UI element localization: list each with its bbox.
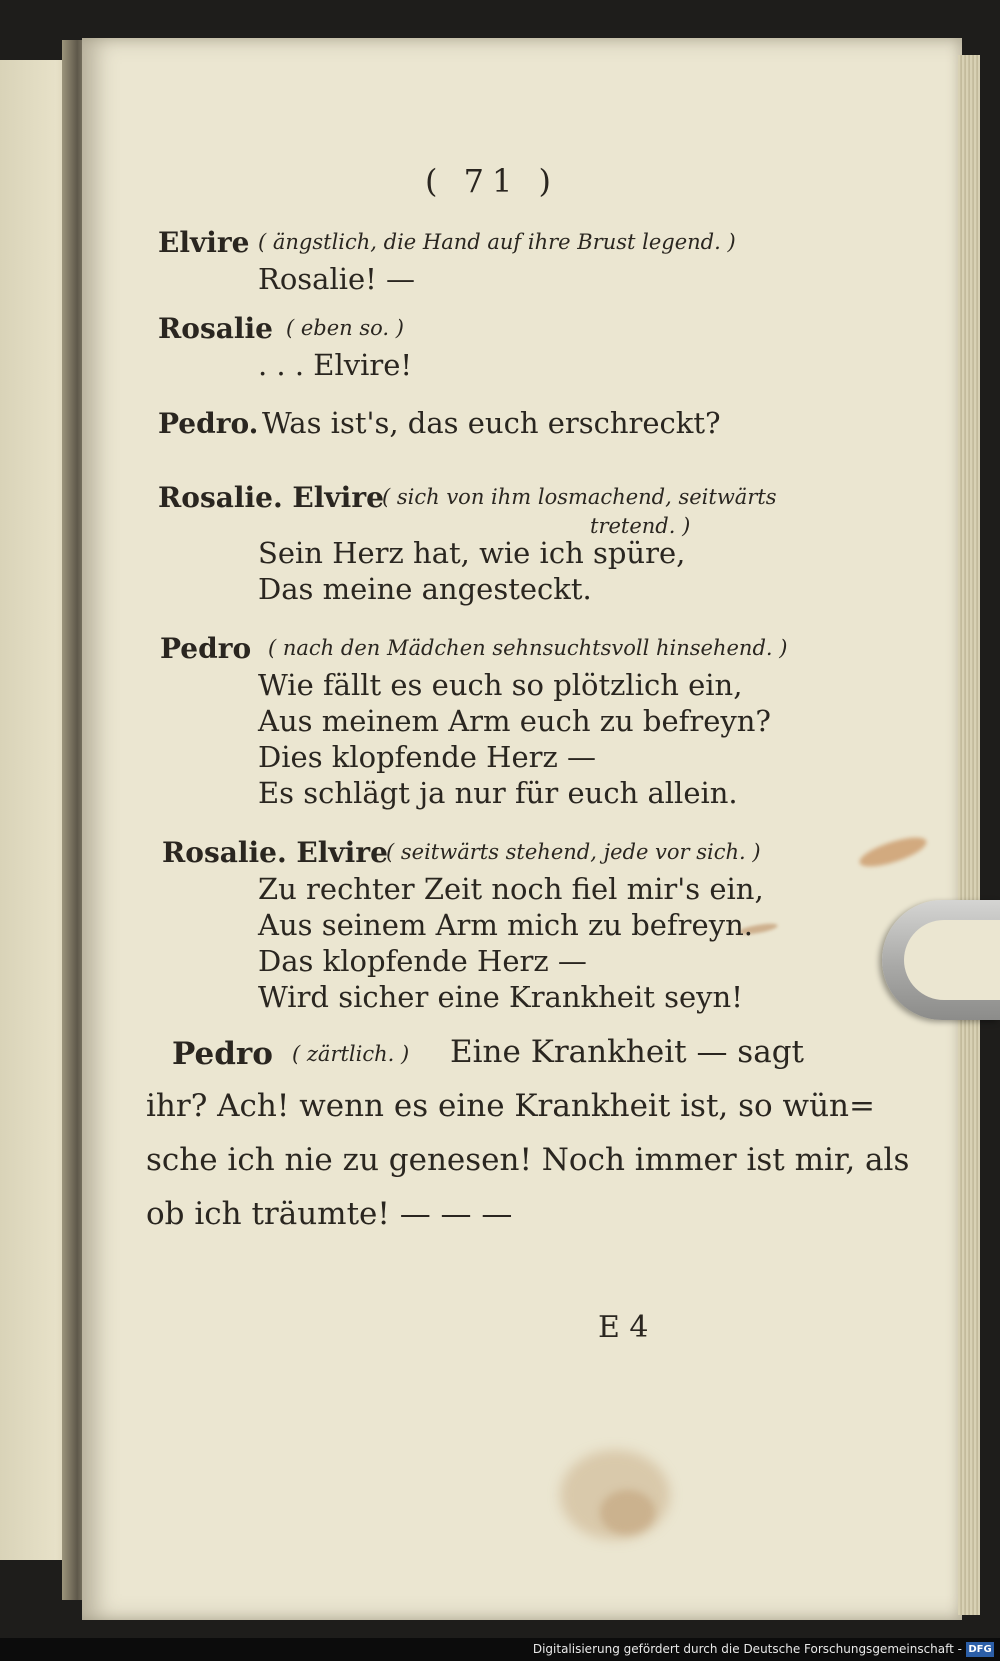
verse-line: Es schlägt ja nur für euch allein. [258,776,738,810]
speaker-name: Rosalie. Elvire [162,836,388,869]
stage-direction: ( seitwärts stehend, jede vor sich. ) [386,840,761,864]
verse-line: Zu rechter Zeit noch fiel mir's ein, [258,872,764,906]
verse-line: . . . Elvire! [258,348,413,382]
stage-direction: ( nach den Mädchen sehnsuchtsvoll hinsehend. ) [268,636,788,660]
stain [600,1490,655,1535]
verse-line: Wie fällt es euch so plötzlich ein, [258,668,743,702]
verse-line: Was ist's, das euch erschreckt? [262,406,721,440]
speaker-name: Rosalie [158,312,273,345]
verse-line: Sein Herz hat, wie ich spüre, [258,536,686,570]
page-number: ( 71 ) [425,162,560,200]
stage-direction: ( zärtlich. ) [292,1042,410,1066]
speaker-name: Rosalie. Elvire [158,481,384,514]
book-page [82,38,962,1620]
footer-text: Digitalisierung gefördert durch die Deutsche Forschungsgemeinschaft - [532,1642,962,1656]
prose-line: sche ich nie zu genesen! Noch immer ist mir, als [146,1142,910,1178]
speaker-name: Pedro [160,632,252,665]
stage-direction: ( eben so. ) [286,316,404,340]
speaker-name: Pedro [172,1036,273,1072]
digitization-footer [0,1638,1000,1661]
prose-line: ihr? Ach! wenn es eine Krankheit ist, so wün= [146,1088,875,1124]
stage-direction-continued: tretend. ) [590,514,691,538]
page-block-edge [958,55,980,1615]
stage-direction: ( ängstlich, die Hand auf ihre Brust legend. ) [258,230,736,254]
dfg-logo-icon: DFG [966,1642,994,1657]
stage-direction: ( sich von ihm losmachend, seitwärts [382,485,777,509]
speaker-name: Pedro. [158,407,259,440]
speaker-name: Elvire [158,226,250,259]
verse-line: Aus seinem Arm mich zu befreyn. [258,908,753,942]
verse-line: Das klopfende Herz — [258,944,587,978]
verse-line: Aus meinem Arm euch zu befreyn? [258,704,771,738]
verse-line: Wird sicher eine Krankheit seyn! [258,980,743,1014]
signature-mark: E 4 [598,1310,649,1345]
verse-line: Rosalie! — [258,262,416,296]
prose-line: ob ich träumte! — — — [146,1196,513,1232]
prose-line: Eine Krankheit — sagt [450,1034,805,1070]
verse-line: Das meine angesteckt. [258,572,592,606]
page-clip-icon [882,900,1000,1020]
verse-line: Dies klopfende Herz — [258,740,596,774]
